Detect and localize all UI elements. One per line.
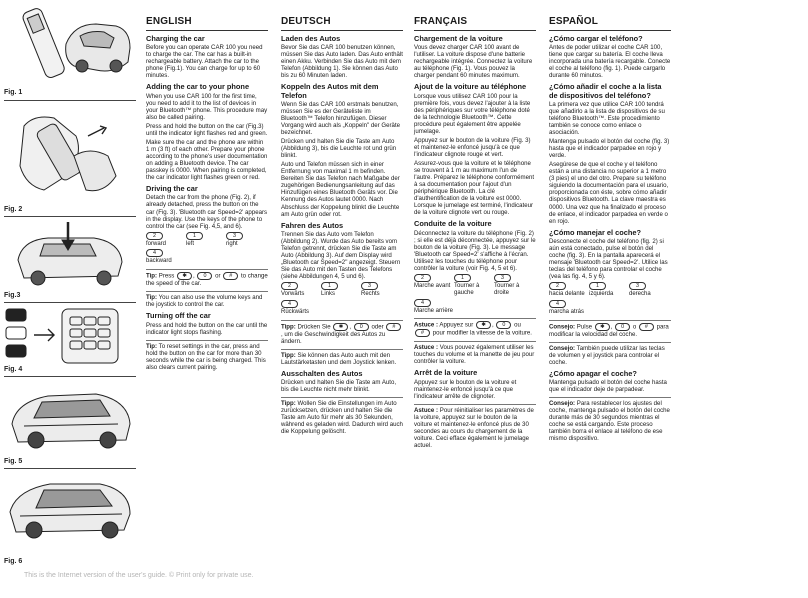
turn-off-heading: ¿Cómo apagar el coche? [549, 368, 637, 378]
key-4-icon: 4 [281, 300, 298, 308]
driving-text: Desconecte el coche del teléfono (fig. 2) si aún está conectado, pulse el botón del coche (fig. 3). En la pantalla aparecerá el mensaje 'Bluetooth car Speed=2'. Utilice las teclas del teléfono para controlar el coche (vea las fig. 4, 5 y 6). [549, 237, 668, 281]
adding-text-2: Appuyez sur le bouton de la voiture (Fig. 3) et maintenez-le enfoncé jusqu'à ce que l'indicateur clignote rouge et vert. [414, 136, 531, 159]
adding-text-2: Mantenga pulsado el botón del coche (fig. 3) hasta que el indicador parpadee en rojo y verde. [549, 138, 670, 160]
key-4-icon: 4 [549, 300, 566, 308]
adding-text-1: Wenn Sie das CAR 100 erstmals benutzen, müssen Sie es der Geräteliste im Bluetooth™ Telefon hinzufügen. Dieser Vorgang wird auch als „Koppeln" der Geräte bezeichnet. [281, 100, 401, 137]
driving-text: Déconnectez la voiture du téléphone (Fig. 2) ; si elle est déjà déconnectée, appuyez sur le bouton de la voiture (Fig. 3). Le message 'Bluetooth car Speed=2' s'affiche à l'écran. Utilisez les touches du téléphone pour contrôler la voiture (voir Fig. 4, 5 et 6). [414, 229, 536, 272]
adding-text-3: Assurez-vous que la voiture et le téléphone se trouvent à 1 m au maximum l'un de l'autre. Préparez le téléphone conformément à sa documentation pour l'ajout d'un périphérique Bluetooth. La clé d'authentification de la voiture est 0000. Lorsque le jumelage est terminé, l'indicateur de la voiture clignote vert ou rouge. [414, 160, 535, 217]
turn-off-heading: Ausschalten des Autos [281, 368, 363, 378]
direction-backward: 4 backward [146, 250, 172, 265]
fig1-label: Fig. 1 [4, 89, 23, 96]
direction-right: 3 derecha [629, 283, 651, 298]
fig3-label: Fig.3 [4, 292, 21, 299]
charging-heading: Chargement de la voiture [414, 34, 503, 43]
key-3-icon: 3 [494, 274, 511, 282]
key-2-icon: 2 [281, 282, 298, 290]
driving-heading: Driving the car [146, 184, 198, 194]
fig3-button-illustration [4, 220, 136, 288]
tip-reset: Tip: To reset settings in the car, press and hold the button on the car for more than 30 seconds while the car is being charged. This also clears current pairing. [146, 340, 268, 371]
zero-key-icon: 0 [496, 321, 511, 329]
charging-heading: Charging the car [146, 34, 205, 43]
turn-off-text: Appuyez sur le bouton de la voiture et maintenez-le enfoncé jusqu'à ce que l'indicateur arrête de clignoter. [414, 378, 517, 400]
key-1-icon: 1 [186, 232, 203, 240]
tip-speed: Consejo: Pulse ✱ , 0 o # para modificar la velocidad del coche. [549, 320, 671, 338]
direction-backward: 4 Marche arrière [414, 299, 454, 314]
adding-text-3: Auto und Telefon müssen sich in einer Entfernung von maximal 1 m befinden. Bereiten Sie das Telefon nach Maßgabe der zugehörigen Bedienungsanleitung auf das Hinzufügen eines Bluetooth Geräts vor. Die Kennung des Autos lautet 0000. Nach Abschluss der Koppelung blinkt die Leuchte am Auto grün oder rot. [281, 161, 400, 218]
tip-speed: Tipp: Drücken Sie ✱ , 0 oder #, um die Geschwindigkeit des Autos zu ändern. [281, 320, 403, 345]
adding-text-1: La primera vez que utilice CAR 100 tendrá que añadirlo a la lista de dispositivos de su teléfono Bluetooth™. Este procedimiento también se conoce como enlace o asociación. [549, 100, 665, 137]
key-1-icon: 1 [454, 274, 471, 282]
tip-volume: Tipp: Sie können das Auto auch mit den Lautstärketasten und dem Joystick lenken. [281, 349, 403, 366]
direction-forward: 2 forward [146, 232, 167, 247]
turn-off-heading: Turning off the car [146, 311, 211, 321]
direction-left: 1 left [186, 232, 226, 248]
adding-heading: Ajout de la voiture au téléphone [414, 82, 527, 92]
adding-heading: Adding the car to your phone [146, 82, 250, 92]
driving-heading: ¿Cómo manejar el coche? [549, 227, 641, 237]
tip-speed: Astuce : Appuyez sur ✱ , 0 ou # pour modifier la vitesse de la voiture. [414, 318, 536, 337]
direction-right: 3 Tourner à droite [494, 274, 520, 296]
adding-text-1: Lorsque vous utilisez CAR 100 pour la première fois, vous devez l'ajouter à la liste des périphériques sur votre téléphone doté de la technologie Bluetooth™. Cette procédure peut également être appelée jumelage. [414, 92, 531, 135]
hash-key-icon: # [639, 323, 654, 331]
language-heading-deutsch: DEUTSCH [281, 16, 403, 31]
key-3-icon: 3 [226, 232, 243, 240]
divider [4, 216, 136, 217]
driving-heading: Fahren des Autos [281, 220, 344, 230]
zero-key-icon: 0 [615, 323, 630, 331]
tip-volume: Tip: You can also use the volume keys and the joystick to control the car. [146, 291, 268, 308]
fig6-label: Fig. 6 [4, 558, 23, 565]
fig5-car-illustration [4, 380, 136, 454]
driving-text: Trennen Sie das Auto vom Telefon (Abbildung 2). Wurde das Auto bereits vom Telefon getrennt, drücken Sie die Taste am Auto (Abbildung 3). Auf dem Display wird „Bluetooth car Speed=2" angezeigt. Steuern Sie das Auto mit den Tasten des Telefons (siehe Abbildungen 4, 5 und 6). [281, 230, 401, 281]
zero-key-icon: 0 [354, 323, 369, 331]
direction-right: 3 right [226, 232, 266, 248]
espanol-column [549, 16, 671, 444]
zero-key-icon: 0 [197, 272, 212, 280]
adding-text-3: Make sure the car and the phone are within 1 m (3 ft) of each other. Prepare your phone according to the phone's user documentation on adding a Bluetooth device. The car passkey is 0000. When pairing is completed, the car indicator light flashes green or red. [146, 138, 268, 182]
figures-column [0, 0, 140, 598]
language-heading-english: ENGLISH [146, 16, 268, 31]
fig1-phone-car-illustration [4, 4, 136, 86]
tip-speed: Tip: Press ✱ , 0 or # to change the speed of the car. [146, 269, 268, 287]
direction-forward: 2 hacia delante [549, 283, 585, 298]
key-2-icon: 2 [414, 274, 431, 282]
driving-text: Detach the car from the phone (Fig. 2), if already detached, press the button on the car (Fig. 3). 'Bluetooth car Speed=2' appears in the display. Use the keys of the phone to control the car (see Fig. 4,5, and 6). [146, 194, 268, 230]
footer-notice: This is the Internet version of the user's guide. © Print only for private use. [24, 572, 254, 579]
tip-reset: Consejo: Para restablecer los ajustes del coche, mantenga pulsado el botón del coche durante más de 30 segundos mientras el coche se está cargando. Este proceso también borra el enlace al teléfono de ese mismo dispositivo. [549, 397, 671, 442]
fig2-detach-illustration [4, 106, 136, 202]
charging-heading: ¿Cómo cargar el teléfono? [549, 34, 643, 43]
key-2-icon: 2 [146, 232, 163, 240]
hash-key-icon: # [386, 323, 401, 331]
tip-volume: Consejo: También puede utilizar las teclas de volumen y el joystick para controlar el coche. [549, 342, 671, 366]
key-3-icon: 3 [361, 282, 378, 290]
direction-left: 1 Tourner à gauche [454, 274, 480, 296]
direction-keys [549, 282, 671, 298]
tip-reset: Astuce : Pour réinitialiser les paramètres de la voiture, appuyez sur le bouton de la voiture et maintenez-le enfoncé plus de 30 secondes au cours du chargement de la voiture. Ceci efface également le jumelage actuel. [414, 404, 536, 449]
tip-reset: Tipp: Wollen Sie die Einstellungen im Auto zurücksetzen, drücken und halten Sie die Taste am Auto für mehr als 30 Sekunden, während es geladen wird. Dadurch wird auch die Koppelung gelöscht. [281, 397, 403, 435]
star-key-icon: ✱ [595, 323, 610, 331]
direction-backward: 4 marcha atrás [549, 300, 585, 315]
turn-off-text: Drücken und halten Sie die Taste am Auto, bis die Leuchte nicht mehr blinkt. [281, 379, 397, 394]
divider [4, 376, 136, 377]
star-key-icon: ✱ [476, 321, 491, 329]
star-key-icon: ✱ [177, 272, 192, 280]
divider [4, 468, 136, 469]
adding-heading: ¿Cómo añadir el coche a la lista de dispositivos del teléfono? [549, 82, 662, 100]
key-2-icon: 2 [549, 282, 566, 290]
fig4-label: Fig. 4 [4, 366, 23, 373]
charging-text: Before you can operate CAR 100 you need to charge the car. The car has a built-in rechargeable battery. Attach the car to the phone (Fig.1). You can charge for up to 60 minutes. [146, 44, 263, 80]
key-3-icon: 3 [629, 282, 646, 290]
direction-forward: 2 Marche avant [414, 274, 451, 289]
divider [4, 100, 136, 101]
adding-text-2: Drücken und halten Sie die Taste am Auto (Abbildung 3), bis die Leuchte rot und grün blinkt. [281, 138, 397, 160]
turn-off-heading: Arrêt de la voiture [414, 368, 478, 378]
francais-column [414, 16, 536, 451]
driving-heading: Conduite de la voiture [414, 219, 492, 229]
direction-backward: 4 Rückwärts [281, 300, 310, 315]
fig5-label: Fig. 5 [4, 458, 23, 465]
fig6-car-illustration [4, 472, 136, 546]
direction-keys [414, 274, 536, 297]
direction-forward: 2 Vorwärts [281, 283, 305, 298]
tip-volume: Astuce : Vous pouvez également utiliser les touches du volume et la manette de jeu pour contrôler la voiture. [414, 341, 536, 365]
direction-keys [146, 232, 268, 248]
fig2-label: Fig. 2 [4, 206, 23, 213]
fig4-keypad-illustration [4, 305, 136, 367]
turn-off-text: Mantenga pulsado el botón del coche hasta que el indicador deje de parpadear. [549, 379, 667, 394]
adding-text-3: Asegúrese de que el coche y el teléfono están a una distancia no superior a 1 metro (3 pies) el uno del otro. Prepare su teléfono siguiendo la documentación para el usuario, proporcionada con éste, sobre cómo añadir dispositivos Bluetooth. La clave maestra es 0000. Una vez que ha finalizado el proceso de enlace, el indicador parpadea en verde o en rojo. [549, 161, 669, 225]
deutsch-column [281, 16, 403, 437]
language-heading-francais: FRANÇAIS [414, 16, 536, 31]
charging-text: Bevor Sie das CAR 100 benutzen können, müssen Sie das Auto laden. Das Auto enthält einen Akku. Verbinden Sie das Auto mit dem Telefon (Abbildung 1). Sie können das Auto bis zu 60 Minuten laden. [281, 44, 403, 80]
adding-text-2: Press and hold the button on the car (Fig.3) until the indicator light flashes red and green. [146, 122, 268, 137]
key-1-icon: 1 [589, 282, 606, 290]
direction-keys [281, 282, 403, 298]
adding-text-1: When you use CAR 100 for the first time, you need to add it to the list of devices in your Bluetooth™ phone. This procedure may also be called pairing. [146, 92, 268, 121]
direction-right: 3 Rechts [361, 283, 380, 298]
key-4-icon: 4 [414, 299, 431, 307]
star-key-icon: ✱ [333, 323, 348, 331]
key-1-icon: 1 [321, 282, 338, 290]
charging-text: Vous devez charger CAR 100 avant de l'utiliser. La voiture dispose d'une batterie rechargeable intégrée. Connectez la voiture au téléphone (Fig. 1). Vous pouvez la charger pendant 60 minutes maximum. [414, 44, 533, 80]
hash-key-icon: # [415, 329, 430, 337]
direction-left: 1 Links [321, 282, 361, 298]
key-4-icon: 4 [146, 249, 163, 257]
english-column [146, 16, 268, 373]
adding-heading: Koppeln des Autos mit dem Telefon [281, 82, 379, 100]
charging-text: Antes de poder utilizar el coche CAR 100, tiene que cargar su batería. El coche lleva incorporada una batería recargable. Conecte el coche al teléfono (fig. 1). Puede cargarlo durante 60 minutos. [549, 44, 671, 80]
direction-left: 1 izquierda [589, 283, 614, 298]
divider [4, 302, 136, 303]
hash-key-icon: # [223, 272, 238, 280]
turn-off-text: Press and hold the button on the car until the indicator light stops flashing. [146, 321, 268, 336]
language-heading-espanol: ESPAÑOL [549, 16, 671, 31]
charging-heading: Laden des Autos [281, 34, 341, 43]
